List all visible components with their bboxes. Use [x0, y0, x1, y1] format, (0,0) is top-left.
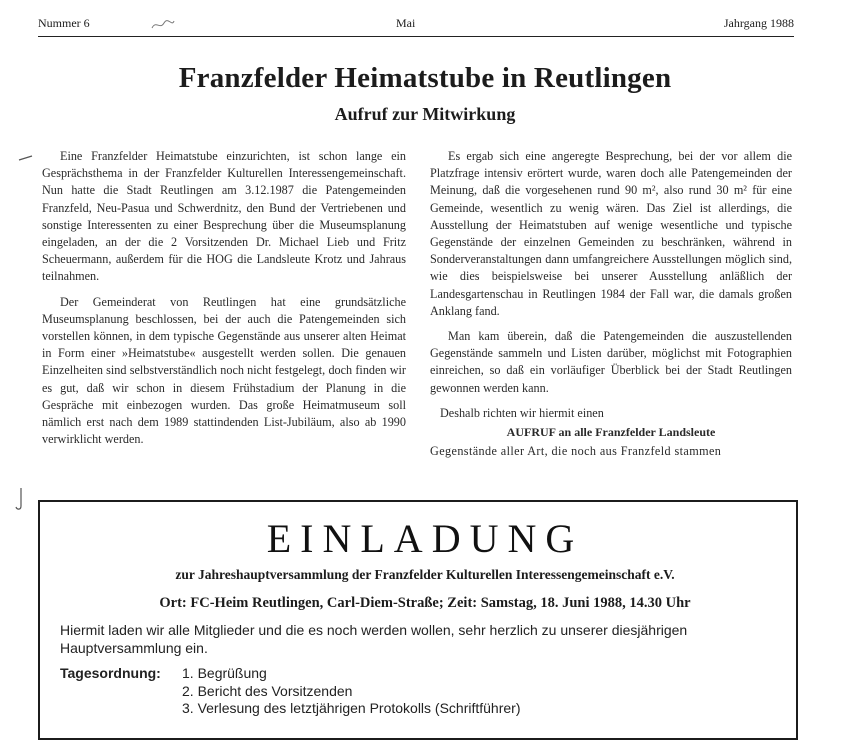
issue-month: Mai [396, 16, 416, 30]
agenda-item: 1. Begrüßung [182, 665, 267, 681]
closing-intro: Deshalb richten wir hiermit einen [440, 405, 604, 420]
margin-mark-icon [18, 154, 34, 162]
paragraph: Eine Franzfelder Heimatstube einzurichten, ist schon lange ein Gesprächsthema in der Franzfelder Kulturellen Interessengemeinschaft. Nun hatte die Stadt Reutlingen am 3.12.1987 die Patengemeinden Franzfeld, Neu-Pasua und Schwerdnitz, den Bund der Vertriebenen und sonstige Interessenten zu einer Besprechung über die Museumsplanung eingeladen, an der die 2 Vorsitzenden Dr. Michael Lieb und Fritz Scheuermann, außerdem für die HOG die Landsleute Krotz und Jahraus teilnahmen. [42, 149, 406, 284]
article-subtitle: Aufruf zur Mitwirkung [334, 104, 516, 124]
invitation-location-time: Ort: FC-Heim Reutlingen, Carl-Diem-Straße; Zeit: Samstag, 18. Juni 1988, 14.30 Uhr [159, 595, 691, 611]
agenda-item: 3. Verlesung des letztjährigen Protokolls (Schriftführer) [182, 700, 521, 716]
invitation-heading: EINLADUNG [266, 516, 584, 561]
article-left-column [42, 148, 406, 456]
margin-mark-icon [14, 486, 28, 512]
agenda-list [182, 665, 521, 718]
issue-number: Nummer 6 [38, 16, 90, 30]
invitation-text: Hiermit laden wir alle Mitglieder und die es noch werden wollen, sehr herzlich zu unserer diesjährigen Hauptversammlung ein. [60, 622, 688, 656]
pencil-scribble-icon [150, 18, 176, 32]
paragraph: Der Gemeinderat von Reutlingen hat eine grundsätzliche Museumsplanung beschlossen, bei der auch die Patengemeinden sich vorstellen können, in dem typische Gegenstände aus unserer alten Heimat in Form einer »Heimatstube« ausgestellt werden sollen. Die genauen Einzelheiten sind selbstverständlich noch nicht festgelegt, doch finden wir es gut, daß wir schon in diesem Frühstadium der Planung in die Gespräche mit einbezogen wurden. Das große Heimatmuseum soll nämlich erst nach dem 1989 stattindenden List-Jubiläum, also ab 1990 verwirklicht werden. [42, 294, 406, 447]
aufruf-heading: AUFRUF an alle Franzfelder Landsleute [506, 425, 716, 440]
article-right-column [430, 148, 792, 468]
agenda-label: Tagesordnung: [60, 665, 161, 681]
closing-line: Gegenstände aller Art, die noch aus Franzfeld stammen [430, 444, 722, 459]
agenda-item: 2. Bericht des Vorsitzenden [182, 682, 353, 699]
paragraph: Es ergab sich eine angeregte Besprechung, bei der vor allem die Platzfrage intensiv erörtert wurde, waren doch alle Patengemeinden der Meinung, daß die vorgesehenen rund 90 m², also rund 30 m² für eine Gemeinde, wesentlich zu wenig wären. Das Ziel ist allerdings, die Ausstellung der Heimatstuben auf wenige wesentliche und typische Gegenstände der einzelnen Gemeinden zu beschränken, während in Sonderveranstaltungen dann umfangreichere Ausstellungen möglich sind, wie dies beispielsweise bei unserer Ausstellung anläßlich der Landesgartenschau in Reutlingen 1984 der Fall war, die damals großen Anklang fand. [430, 149, 792, 318]
issue-volume: Jahrgang 1988 [723, 16, 794, 30]
article-title: Franzfelder Heimatstube in Reutlingen [178, 62, 672, 94]
newsletter-header [38, 14, 794, 37]
paragraph: Man kam überein, daß die Patengemeinden die auszustellenden Gegenstände sammeln und Listen darüber, möglichst mit Fotographien einreichen, so daß ein vorläufiger Überblick bei der Stadt Reutlingen gewonnen werden kann. [430, 329, 792, 395]
invitation-subheading: zur Jahreshauptversammlung der Franzfelder Kulturellen Interessengemeinschaft e.V. [175, 567, 675, 582]
